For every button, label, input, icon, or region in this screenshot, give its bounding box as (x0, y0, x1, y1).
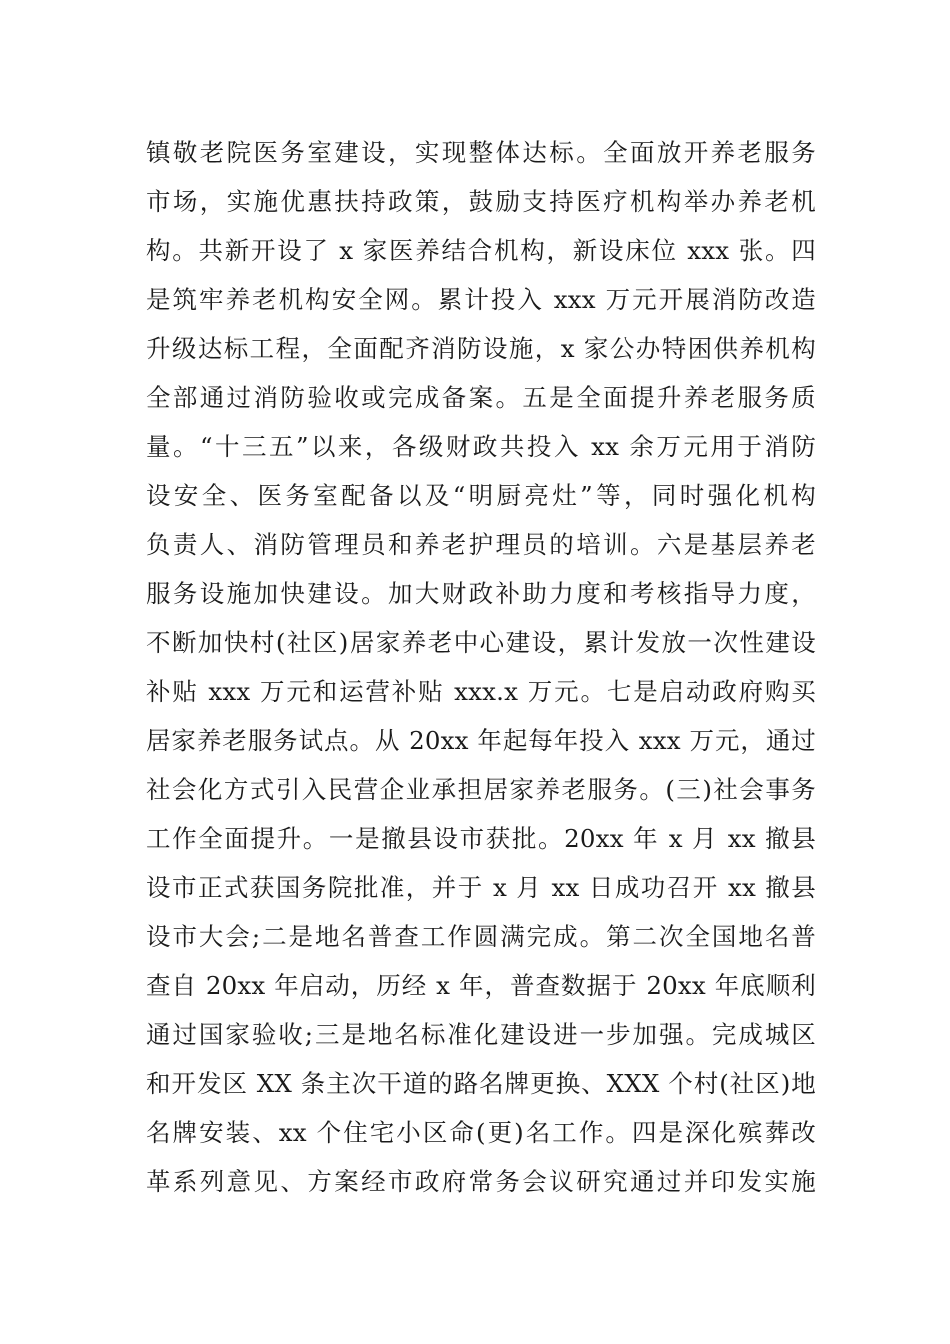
text-line-3: 构。共新开设了 x 家医养结合机构，新设床位 xxx 张。四 (146, 236, 816, 265)
text-line-11: 不断加快村(社区)居家养老中心建设，累计发放一次性建设 (146, 628, 816, 657)
text-line-17: 设市大会;二是地名普查工作圆满完成。第二次全国地名普 (146, 922, 816, 951)
text-line-12: 补贴 xxx 万元和运营补贴 xxx.x 万元。七是启动政府购买 (146, 677, 816, 706)
text-line-16: 设市正式获国务院批准，并于 x 月 xx 日成功召开 xx 撤县 (146, 873, 816, 902)
text-line-15: 工作全面提升。一是撤县设市获批。20xx 年 x 月 xx 撤县 (146, 824, 816, 853)
text-line-20: 和开发区 XX 条主次干道的路名牌更换、XXX 个村(社区)地 (146, 1069, 816, 1098)
text-line-5: 升级达标工程，全面配齐消防设施，x 家公办特困供养机构 (146, 334, 816, 363)
text-line-8: 设安全、医务室配备以及“明厨亮灶”等，同时强化机构 (146, 481, 816, 510)
text-line-18: 查自 20xx 年启动，历经 x 年，普查数据于 20xx 年底顺利 (146, 971, 816, 1000)
text-line-21: 名牌安装、xx 个住宅小区命(更)名工作。四是深化殡葬改 (146, 1118, 816, 1147)
text-line-14: 社会化方式引入民营企业承担居家养老服务。(三)社会事务 (146, 775, 816, 804)
text-line-22: 革系列意见、方案经市政府常务会议研究通过并印发实施 (146, 1167, 816, 1196)
text-line-9: 负责人、消防管理员和养老护理员的培训。六是基层养老 (146, 530, 816, 559)
text-line-10: 服务设施加快建设。加大财政补助力度和考核指导力度， (146, 579, 816, 608)
text-line-2: 市场，实施优惠扶持政策，鼓励支持医疗机构举办养老机 (146, 187, 816, 216)
body-paragraph (146, 128, 816, 1206)
text-line-19: 通过国家验收;三是地名标准化建设进一步加强。完成城区 (146, 1020, 816, 1049)
text-line-1: 镇敬老院医务室建设，实现整体达标。全面放开养老服务 (146, 138, 816, 167)
text-line-6: 全部通过消防验收或完成备案。五是全面提升养老服务质 (146, 383, 816, 412)
text-line-7: 量。“十三五”以来，各级财政共投入 xx 余万元用于消防 (146, 432, 816, 461)
text-line-4: 是筑牢养老机构安全网。累计投入 xxx 万元开展消防改造 (146, 285, 816, 314)
text-line-13: 居家养老服务试点。从 20xx 年起每年投入 xxx 万元，通过 (146, 726, 816, 755)
